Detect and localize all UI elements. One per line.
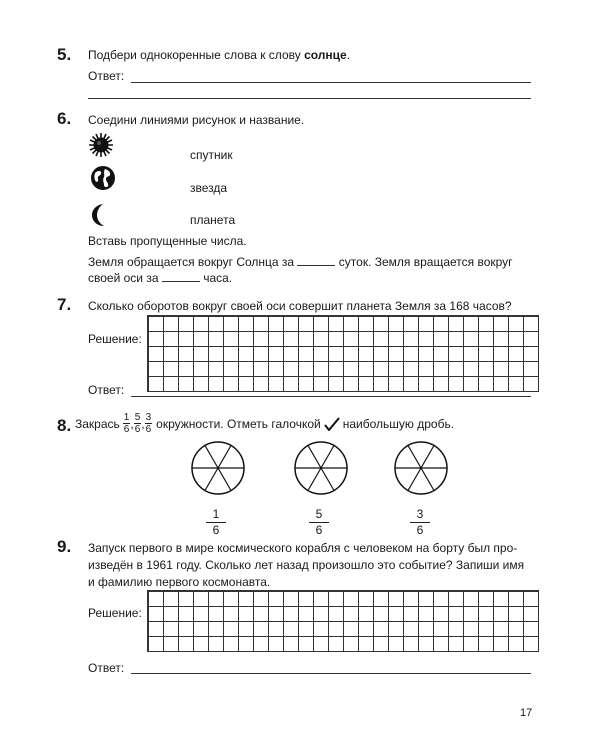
checkmark-icon	[324, 417, 340, 431]
page-number: 17	[520, 707, 533, 719]
circle-2[interactable]	[293, 440, 349, 496]
circle-2-fraction-label	[309, 507, 329, 538]
fraction-numerator: 5	[134, 412, 141, 423]
q7-answer-line[interactable]	[131, 396, 531, 397]
q7-solution-grid[interactable]	[147, 315, 539, 392]
q8-text-middle: окружности. Отметь галочкой	[156, 416, 321, 431]
fraction-5-6	[134, 412, 145, 435]
days-blank[interactable]	[297, 255, 335, 266]
label-numerator: 1	[206, 507, 226, 523]
sentence-part-a: Земля обращается вокруг Солнца за	[88, 255, 295, 269]
q9-answer-line[interactable]	[131, 673, 531, 674]
fraction-denominator: 6	[145, 424, 152, 435]
q9-solution-grid[interactable]	[147, 590, 539, 652]
q7-answer-label: Ответ:	[88, 383, 125, 397]
question-number-5: 5.	[57, 45, 72, 64]
question-9-text	[88, 540, 524, 591]
fraction-numerator: 1	[123, 412, 130, 423]
question-number-6: 6.	[57, 109, 72, 128]
label-numerator: 5	[309, 507, 329, 523]
circle-1[interactable]	[190, 440, 246, 496]
question-6-text: Соедини линиями рисунок и название.	[88, 113, 305, 127]
question-number-9: 9.	[57, 537, 72, 556]
fraction-3-6	[145, 412, 153, 435]
sentence-part-c: своей оси за	[88, 271, 159, 285]
q8-text-after: наибольшую дробь.	[342, 416, 455, 431]
hours-blank[interactable]	[162, 271, 200, 282]
question-5-keyword: солнце	[304, 48, 347, 62]
question-5-prompt: Подбери однокоренные слова к слову	[88, 48, 305, 62]
fill-in-sentence-line-2	[88, 271, 232, 285]
q9-solution-label: Решение:	[88, 606, 142, 620]
label-denominator: 6	[315, 523, 323, 537]
name-label-2: звезда	[190, 181, 228, 195]
sun-icon	[88, 132, 114, 158]
circle-3[interactable]	[393, 440, 449, 496]
label-denominator: 6	[416, 523, 424, 537]
moon-icon	[90, 203, 110, 227]
fraction-separator: ,	[141, 416, 145, 431]
name-label-1: спутник	[190, 148, 233, 162]
question-5-text	[88, 48, 350, 62]
q7-solution-label: Решение:	[88, 332, 142, 346]
fill-in-sentence-line-1	[88, 255, 513, 269]
earth-icon	[90, 165, 116, 191]
question-number-7: 7.	[57, 295, 72, 314]
q5-answer-label: Ответ:	[88, 69, 125, 83]
circle-3-fraction-label	[410, 507, 430, 538]
q9-line-1: Запуск первого в мире космического корабля с человеком на борту был про-	[88, 541, 518, 555]
question-8-text	[75, 412, 454, 435]
label-numerator: 3	[410, 507, 430, 523]
circle-1-fraction-label	[206, 507, 226, 538]
sentence-part-d: часа.	[203, 271, 233, 285]
q5-answer-line-2[interactable]	[88, 98, 531, 99]
name-label-3: планета	[190, 213, 236, 227]
q9-line-2: изведён в 1961 году. Сколько лет назад произошло это событие? Запиши имя	[88, 558, 525, 572]
question-7-text: Сколько оборотов вокруг своей оси совершит планета Земля за 168 часов?	[88, 299, 512, 313]
fraction-numerator: 3	[145, 412, 152, 423]
question-5-dot: .	[346, 48, 351, 62]
fraction-separator: ,	[130, 416, 134, 431]
label-denominator: 6	[212, 523, 220, 537]
q9-answer-label: Ответ:	[88, 661, 125, 675]
fraction-1-6	[123, 412, 134, 435]
fraction-denominator: 6	[134, 424, 141, 435]
fill-in-title: Вставь пропущенные числа.	[88, 234, 247, 248]
q8-text-before: Закрась	[75, 416, 120, 431]
q9-line-3: и фамилию первого космонавта.	[88, 575, 271, 589]
q5-answer-line-1[interactable]	[131, 82, 531, 83]
fraction-denominator: 6	[123, 424, 130, 435]
question-number-8: 8.	[57, 416, 72, 435]
sentence-part-b: суток. Земля вращается вокруг	[338, 255, 513, 269]
